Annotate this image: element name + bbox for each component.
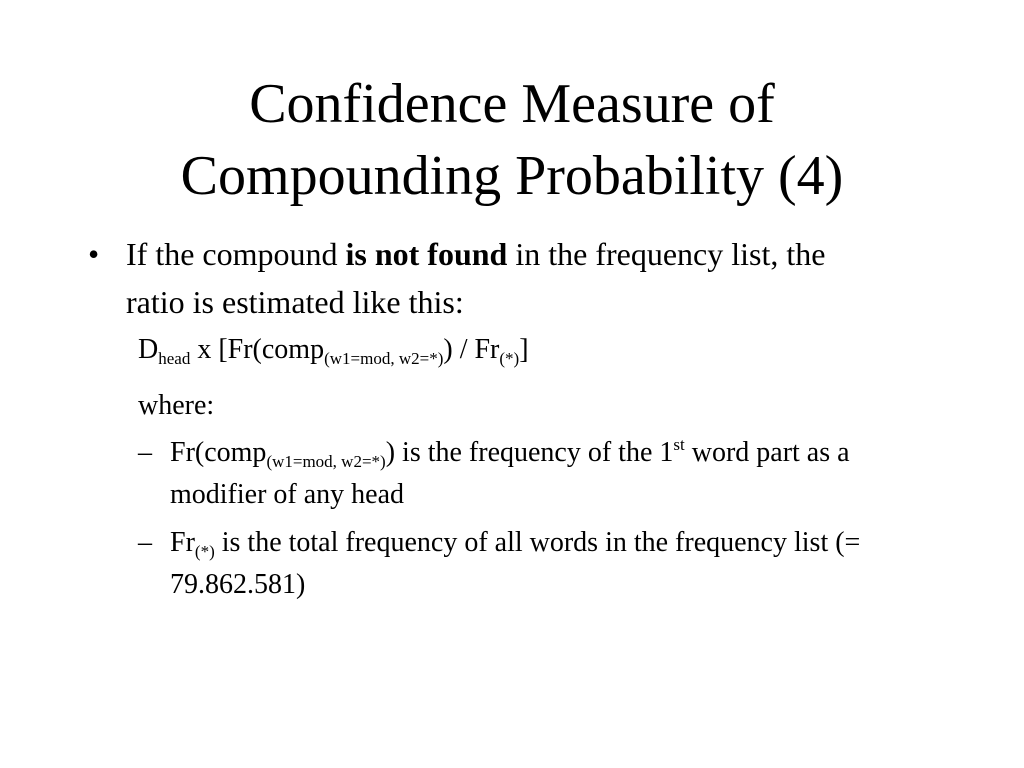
bullet-item <box>88 230 888 326</box>
sub-item-subscript: (w1=mod, w2=*) <box>266 452 386 471</box>
bullet-marker: • <box>88 236 100 272</box>
bullet-text-bold: is not found <box>345 236 508 272</box>
formula-comp-subscript: (w1=mod, w2=*) <box>324 349 444 368</box>
formula-d-subscript: head <box>158 349 191 368</box>
title-line-1: Confidence Measure of <box>249 73 775 135</box>
sub-item-text-part: Fr <box>170 527 195 558</box>
formula-part-2: ) / Fr <box>443 334 500 365</box>
title-line-2: Compounding Probability (4) <box>180 145 844 207</box>
sub-item-subscript: (*) <box>194 542 215 561</box>
bullet-text-end: in the frequency list, the ratio is estimated like this: <box>126 236 826 320</box>
sub-item <box>138 432 938 516</box>
formula <box>138 330 529 370</box>
formula-part-1: x [Fr(comp <box>190 334 325 365</box>
sub-item-text <box>170 432 938 516</box>
sub-item-dash: – <box>138 437 152 468</box>
bullet-text-start: If the compound <box>126 236 346 272</box>
formula-end: ] <box>519 334 529 365</box>
formula-fr-subscript: (*) <box>499 349 520 368</box>
sub-item-text-part: ) is the frequency of the 1 <box>385 437 674 468</box>
slide-title <box>0 68 1024 212</box>
sub-item <box>138 522 938 606</box>
sub-item-dash: – <box>138 527 152 558</box>
formula-d: D <box>138 334 159 365</box>
sub-item-text-part: is the total frequency of all words in the frequency list (= 79.862.581) <box>170 527 861 600</box>
bullet-text <box>126 230 888 326</box>
sub-item-text-part: Fr(comp <box>170 437 267 468</box>
where-label: where: <box>138 390 215 421</box>
sub-item-text-part: word part as a modifier of any head <box>170 437 850 510</box>
sub-item-superscript: st <box>673 435 685 454</box>
sub-item-text <box>170 522 938 606</box>
